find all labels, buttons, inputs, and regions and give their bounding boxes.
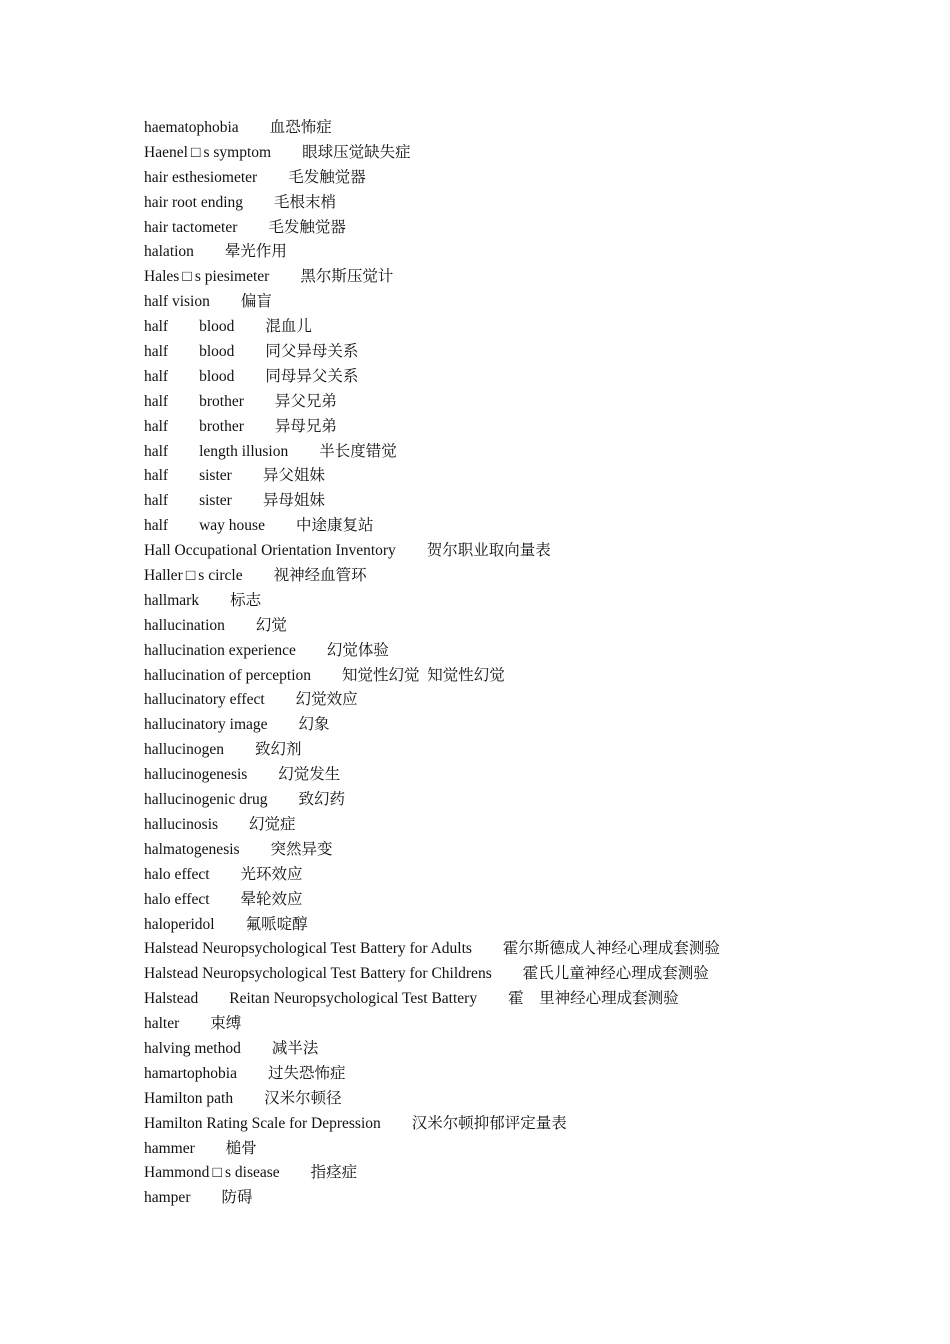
- glossary-entry: Hamilton path 汉米尔顿径: [144, 1089, 342, 1107]
- glossary-entry: halo effect 晕轮效应: [144, 890, 303, 908]
- glossary-entry: half blood 同母异父关系: [144, 367, 359, 385]
- glossary-entry: halmatogenesis 突然异变: [144, 840, 333, 858]
- glossary-entry: Halstead Reitan Neuropsychological Test Battery 霍 里神经心理成套测验: [144, 990, 679, 1008]
- glossary-entry: Halstead Neuropsychological Test Battery for Childrens 霍氏儿童神经心理成套测验: [144, 965, 709, 983]
- glossary-entry: half length illusion 半长度错觉: [144, 442, 397, 460]
- glossary-entry: halation 晕光作用: [144, 243, 287, 261]
- glossary-entry: Haller □ s circle 视神经血管环: [144, 567, 367, 585]
- glossary-entry: hallucination 幻觉: [144, 616, 287, 634]
- glossary-entry: half vision 偏盲: [144, 293, 272, 311]
- glossary-entry: hallucinogenesis 幻觉发生: [144, 766, 341, 784]
- glossary-entry: half brother 异父兄弟: [144, 392, 337, 410]
- glossary-entry: half blood 混血儿: [144, 318, 312, 336]
- glossary-entry: hair root ending 毛根末梢: [144, 193, 337, 211]
- glossary-entry: halter 束缚: [144, 1015, 242, 1033]
- glossary-entry: hallmark 标志: [144, 591, 262, 609]
- glossary-entry: hallucinatory effect 幻觉效应: [144, 691, 358, 709]
- glossary-entry: half brother 异母兄弟: [144, 417, 337, 435]
- glossary-entry: halo effect 光环效应: [144, 865, 303, 883]
- glossary-entry: hair esthesiometer 毛发触觉器: [144, 168, 366, 186]
- glossary-entry: hammer 槌骨: [144, 1139, 257, 1157]
- glossary-entry: Halstead Neuropsychological Test Battery for Adults 霍尔斯德成人神经心理成套测验: [144, 940, 720, 958]
- glossary-entry: haematophobia 血恐怖症: [144, 119, 332, 136]
- glossary-entry: half blood 同父异母关系: [144, 343, 359, 361]
- glossary-entry: Hall Occupational Orientation Inventory 贺尔职业取向量表: [144, 542, 551, 560]
- glossary-entry: hallucinatory image 幻象: [144, 716, 330, 734]
- glossary-entry: hallucinogenic drug 致幻药: [144, 791, 346, 809]
- glossary-entry: Hales □ s piesimeter 黑尔斯压觉计: [144, 268, 394, 286]
- glossary-entry: halving method 减半法: [144, 1039, 319, 1057]
- glossary-entry: hamartophobia 过失恐怖症: [144, 1064, 346, 1082]
- glossary-entry: hallucinogen 致幻剂: [144, 741, 302, 759]
- glossary-entry: half sister 异父姐妹: [144, 467, 325, 485]
- glossary-entry: hair tactometer 毛发触觉器: [144, 218, 346, 236]
- glossary-entry: Hamilton Rating Scale for Depression 汉米尔顿抑郁评定量表: [144, 1114, 567, 1132]
- glossary-entry: hamper 防碍: [144, 1189, 253, 1207]
- glossary-entry: hallucinosis 幻觉症: [144, 815, 296, 833]
- glossary-entry: haloperidol 氟哌啶醇: [144, 915, 308, 933]
- glossary-entry: Hammond □ s disease 指痉症: [144, 1164, 358, 1182]
- glossary-entry: half sister 异母姐妹: [144, 492, 325, 510]
- glossary-entry: hallucination experience 幻觉体验: [144, 641, 389, 659]
- glossary-entry-list: [144, 116, 934, 1211]
- glossary-entry: hallucination of perception 知觉性幻觉 知觉性幻觉: [144, 666, 505, 684]
- glossary-entry: half way house 中途康复站: [144, 517, 374, 535]
- glossary-entry: Haenel □ s symptom 眼球压觉缺失症: [144, 143, 411, 161]
